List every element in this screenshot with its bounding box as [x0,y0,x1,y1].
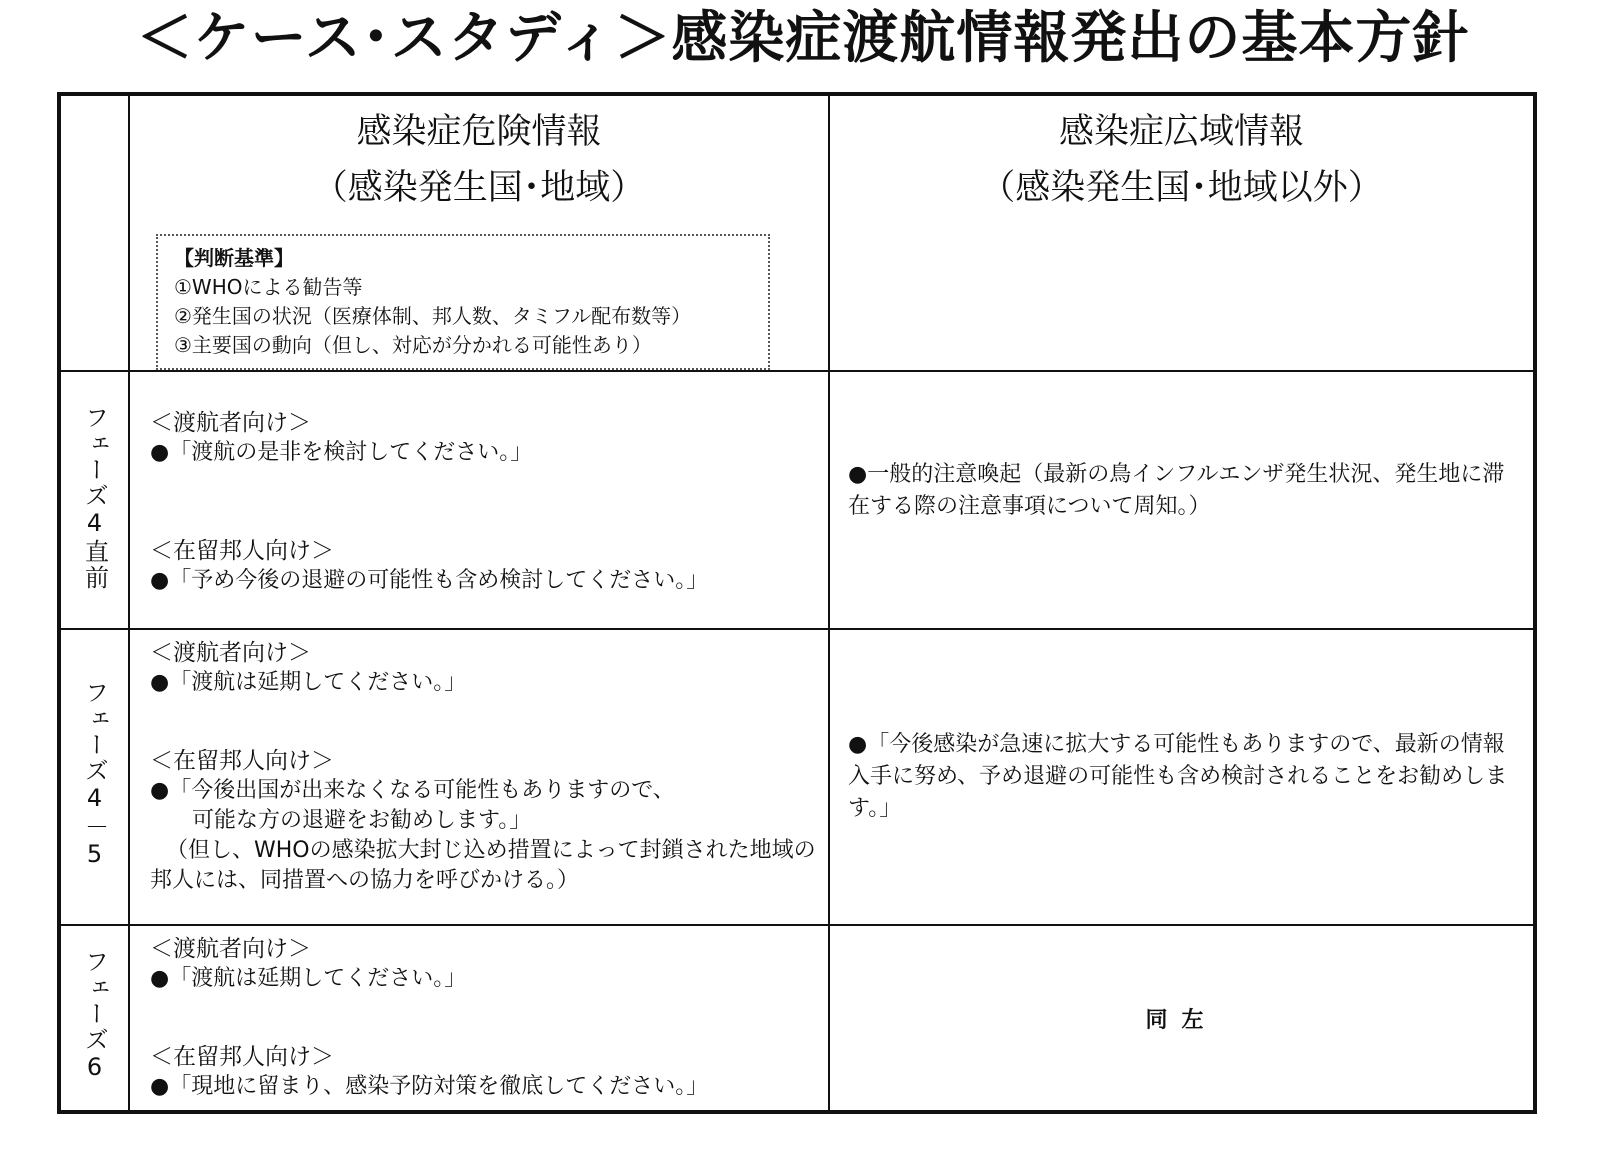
phase-label: フェーズ4－5 [80,680,109,870]
phase-cell [59,629,129,925]
criteria-item: ②発生国の状況（医療体制、邦人数、タミフル配布数等） [174,304,692,328]
phase-cell [59,925,129,1112]
residents-advice: ●「今後出国が出来なくなる可能性もありますので、 [150,778,675,803]
header-row [59,94,1535,371]
danger-info-header [129,94,829,371]
wide-area-info-subtitle: （感染発生国･地域以外） [980,168,1383,208]
phase-cell [59,371,129,629]
residents-heading: ＜在留邦人向け＞ [150,1044,334,1070]
phase-row [59,371,1535,629]
phase-row [59,925,1535,1112]
residents-advice-cont: 可能な方の退避をお勧めします。」 [192,808,532,833]
judgment-criteria-box [156,234,770,370]
wide-area-cell [829,371,1535,629]
danger-info-cell [129,925,829,1112]
danger-info-subtitle: （感染発生国･地域） [312,168,646,208]
travelers-heading: ＜渡航者向け＞ [150,410,311,436]
danger-info-title: 感染症危険情報 [356,112,602,152]
residents-heading: ＜在留邦人向け＞ [150,538,334,564]
wide-area-advice: ●一般的注意喚起（最新の鳥インフルエンザ発生状況、発生地に滞在する際の注意事項について周知。） [848,462,1505,519]
wide-area-advice: ●「今後感染が急速に拡大する可能性もありますので、最新の情報入手に努め、予め退避の可能性も含め検討されることをお勧めします。」 [848,732,1508,821]
travelers-advice: ●「渡航は延期してください。」 [150,966,467,991]
wide-area-info-title: 感染症広域情報 [1058,112,1304,152]
travelers-heading: ＜渡航者向け＞ [150,936,311,962]
residents-advice: ●「予め今後の退避の可能性も含め検討してください。」 [150,568,709,593]
travelers-advice: ●「渡航は延期してください。」 [150,670,467,695]
criteria-title: 【判断基準】 [174,246,294,270]
wide-area-cell [829,925,1535,1112]
wide-area-cell [829,629,1535,925]
criteria-item: ①WHOによる勧告等 [174,275,363,299]
residents-note: （但し、WHOの感染拡大封じ込め措置によって封鎖された地域の邦人には、同措置への協力を呼びかける。） [150,838,816,893]
travelers-heading: ＜渡航者向け＞ [150,640,311,666]
phase-label: フェーズ4直前 [80,405,109,591]
same-as-left-text: 同左 [1145,1007,1218,1033]
phase-header-cell [59,94,129,371]
phase-label: フェーズ6 [80,949,109,1083]
page-title: ＜ケース･スタディ＞感染症渡航情報発出の基本方針 [136,6,1470,71]
wide-area-info-header [829,94,1535,371]
danger-info-cell [129,371,829,629]
travelers-advice: ●「渡航の是非を検討してください。」 [150,440,533,465]
policy-table [57,92,1537,1114]
residents-advice: ●「現地に留まり、感染予防対策を徹底してください。」 [150,1074,709,1099]
residents-heading: ＜在留邦人向け＞ [150,748,334,774]
criteria-item: ③主要国の動向（但し、対応が分かれる可能性あり） [174,333,652,357]
danger-info-cell [129,629,829,925]
phase-row [59,629,1535,925]
